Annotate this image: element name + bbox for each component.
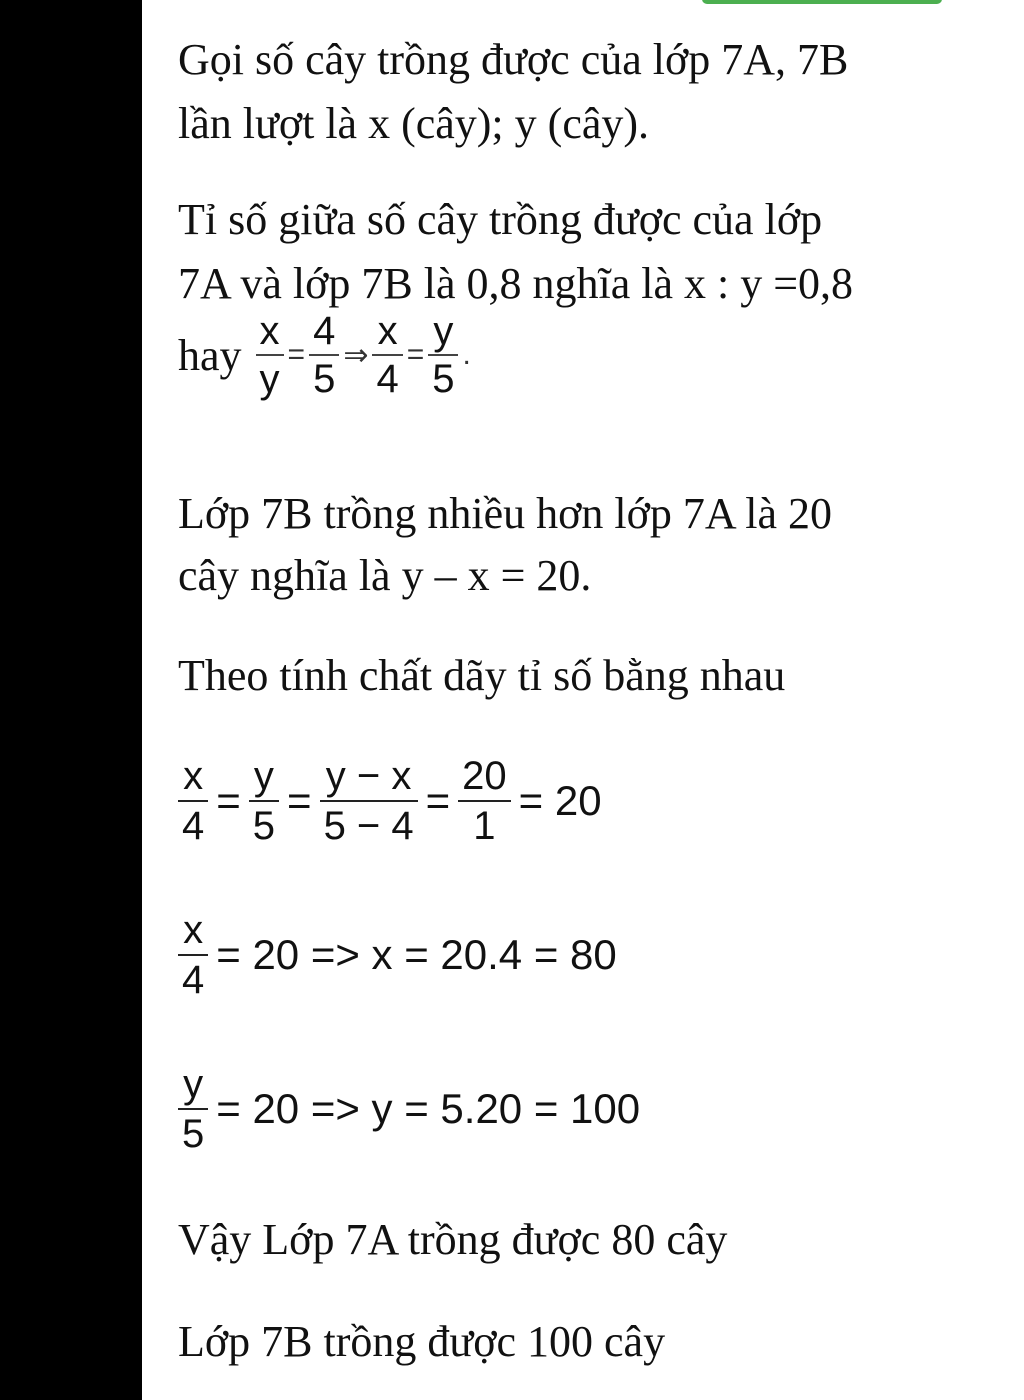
result-expression: = 20 => y = 5.20 = 100 [216,1085,641,1132]
fraction [256,308,284,402]
fraction [320,752,418,850]
hay-word: hay [178,330,242,380]
paragraph-line: Theo tính chất dãy tỉ số bằng nhau [178,651,786,700]
paragraph-line: 7A và lớp 7B là 0,8 nghĩa là x : y =0,8 [178,259,854,308]
paragraph-line: Lớp 7B trồng nhiều hơn lớp 7A là 20 [178,489,832,538]
top-accent-bar [702,0,942,4]
numerator: 4 [309,308,339,356]
implies-sign: ⇒ [343,338,369,372]
denominator: 4 [376,357,399,401]
numerator: x [372,308,402,356]
numerator: y − x [320,752,418,802]
conclusion-line: Vậy Lớp 7A trồng được 80 cây [178,1215,728,1264]
fraction [178,906,208,1004]
paragraph-line: Gọi số cây trồng được của lớp 7A, 7B [178,35,849,84]
fraction [458,752,511,850]
ratio-chain-equation [178,752,610,850]
numerator: x [178,906,208,956]
paragraph-line: Tỉ số giữa số cây trồng được của lớp [178,195,823,244]
fraction [372,308,402,402]
x-equation [178,906,625,1004]
fraction [309,308,339,402]
denominator: 5 [432,357,455,401]
ratio-equation [178,308,475,402]
period: . [462,338,471,371]
equals-sign: = [425,777,451,824]
answer-sheet [142,0,1024,1400]
y-equation [178,1060,648,1158]
paragraph-line: cây nghĩa là y – x = 20. [178,551,592,600]
fraction [428,308,458,402]
numerator: x [178,752,208,802]
equals-sign: = [216,777,241,824]
equals-sign: = [287,338,306,371]
denominator: 5 [313,357,336,401]
denominator: 4 [182,804,205,848]
conclusion-line: Lớp 7B trồng được 100 cây [178,1317,666,1366]
denominator: 5 [182,1112,205,1156]
denominator: 4 [182,958,205,1002]
numerator: x [256,308,284,356]
equals-sign: = [406,338,425,371]
numerator: y [178,1060,208,1110]
numerator: 20 [458,752,511,802]
denominator: y [259,357,280,401]
denominator: 5 [252,804,276,848]
fraction [178,1060,208,1158]
denominator: 5 − 4 [323,804,414,848]
fraction [178,752,208,850]
result-expression: = 20 [518,777,602,824]
denominator: 1 [473,804,496,848]
numerator: y [249,752,279,802]
result-expression: = 20 => x = 20.4 = 80 [216,931,617,978]
fraction [249,752,279,850]
equals-sign: = [287,777,312,824]
numerator: y [428,308,458,356]
paragraph-line: lần lượt là x (cây); y (cây). [178,99,650,148]
